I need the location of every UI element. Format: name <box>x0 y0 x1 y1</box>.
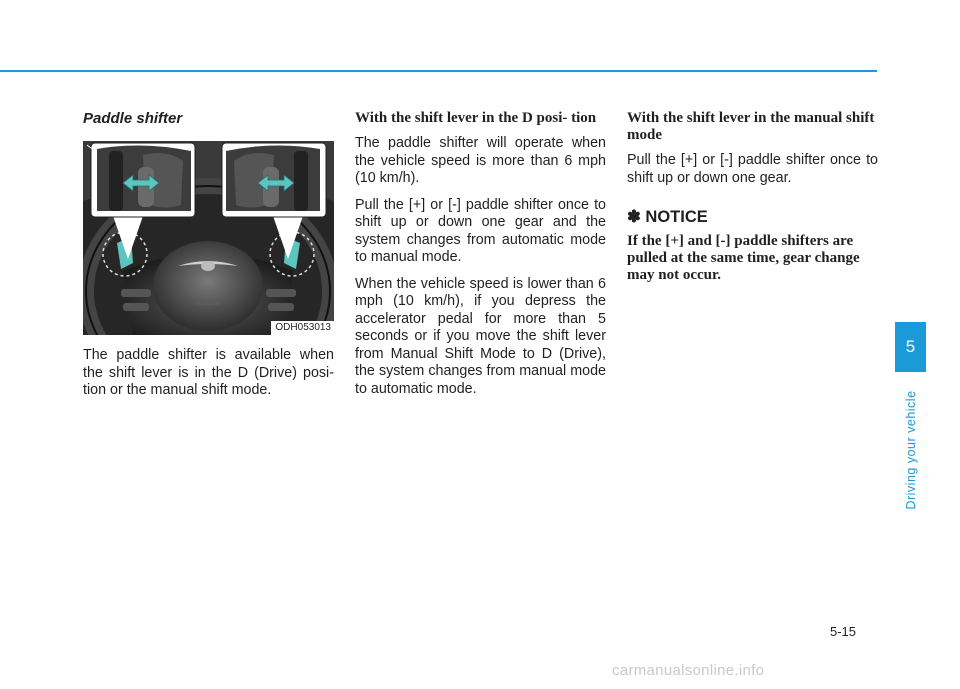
column-paddle-shifter <box>83 110 334 409</box>
section-heading: Paddle shifter <box>83 110 183 127</box>
column-d-position <box>355 110 606 407</box>
column-manual-mode <box>627 110 878 284</box>
figure-caption: ODH053013 <box>271 321 334 335</box>
body-paragraph: Pull the [+] or [-] paddle shifter once to shift up or down one gear and the system changes from automatic mode to manual mode. <box>355 196 606 265</box>
header-rule <box>0 70 877 72</box>
subsection-heading: With the shift lever in the D posi- tion <box>355 110 597 126</box>
steering-wheel-figure <box>83 141 334 335</box>
notice-title: ✽ NOTICE <box>627 208 708 226</box>
body-paragraph: Pull the [+] or [-] paddle shifter once to shift up or down one gear. <box>627 152 878 186</box>
body-paragraph: The paddle shifter will operate when the vehicle speed is more than 6 mph (10 km/h). <box>355 135 606 186</box>
watermark: carmanualsonline.info <box>612 662 765 679</box>
steering-wheel-illustration <box>83 141 334 335</box>
body-paragraph: The paddle shifter is available when the shift lever is in the D (Drive) posi- tion or the manual shift mode. <box>83 347 334 398</box>
subsection-heading: With the shift lever in the manual shift mode <box>627 110 875 143</box>
page-number: 5-15 <box>830 624 857 639</box>
notice-text: If the [+] and [-] paddle shifters are pulled at the same time, gear change may not occur. <box>627 233 860 283</box>
chapter-tab-label: Driving your vehicle <box>904 390 918 510</box>
chapter-tab: 5 <box>895 322 926 372</box>
body-paragraph: When the vehicle speed is lower than 6 mph (10 km/h), if you depress the accelerator pedal for more than 5 seconds or if you move the shift lever from Manual Shift Mode to D (Drive), the system changes from manual mode to automatic mode. <box>355 275 606 397</box>
